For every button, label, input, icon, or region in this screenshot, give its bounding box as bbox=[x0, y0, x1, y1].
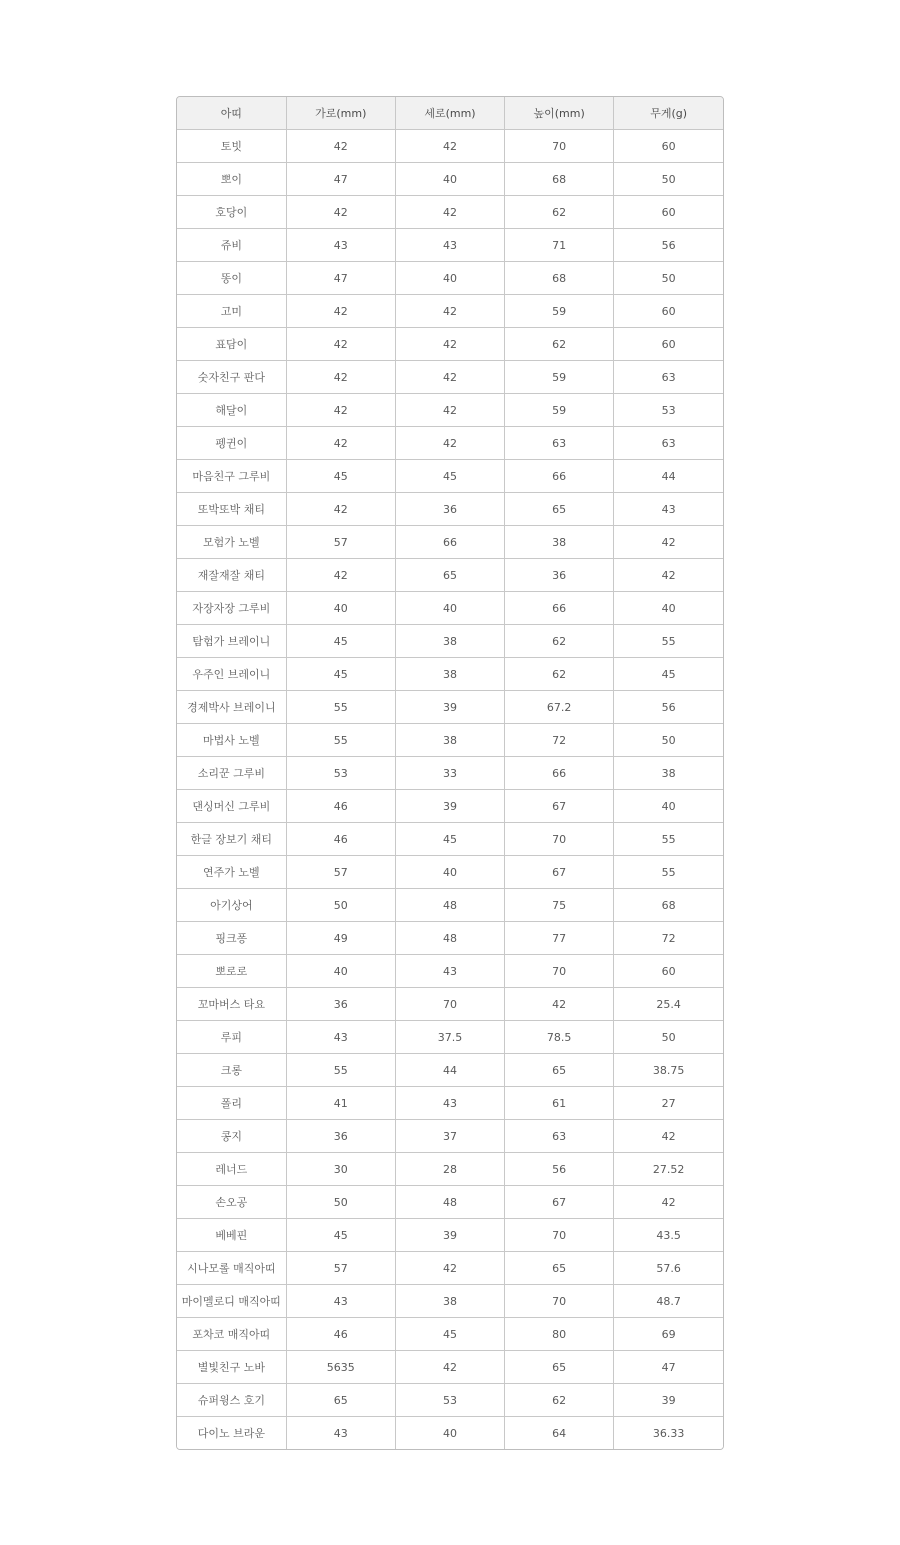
cell-weight: 40 bbox=[614, 592, 723, 625]
cell-weight: 47 bbox=[614, 1351, 723, 1384]
cell-name: 한글 장보기 채티 bbox=[177, 823, 286, 856]
table-row bbox=[177, 757, 723, 790]
cell-height: 66 bbox=[505, 757, 614, 790]
cell-width: 42 bbox=[286, 394, 395, 427]
cell-depth: 28 bbox=[395, 1153, 504, 1186]
cell-weight: 56 bbox=[614, 691, 723, 724]
cell-width: 41 bbox=[286, 1087, 395, 1120]
cell-name: 루피 bbox=[177, 1021, 286, 1054]
cell-height: 65 bbox=[505, 493, 614, 526]
cell-weight: 39 bbox=[614, 1384, 723, 1417]
cell-depth: 40 bbox=[395, 163, 504, 196]
cell-name: 호당이 bbox=[177, 196, 286, 229]
cell-depth: 42 bbox=[395, 1252, 504, 1285]
cell-width: 45 bbox=[286, 1219, 395, 1252]
cell-height: 67 bbox=[505, 856, 614, 889]
cell-height: 67 bbox=[505, 1186, 614, 1219]
cell-weight: 63 bbox=[614, 427, 723, 460]
cell-width: 57 bbox=[286, 856, 395, 889]
cell-depth: 43 bbox=[395, 229, 504, 262]
cell-depth: 39 bbox=[395, 790, 504, 823]
table-row bbox=[177, 988, 723, 1021]
cell-depth: 38 bbox=[395, 1285, 504, 1318]
cell-weight: 36.33 bbox=[614, 1417, 723, 1450]
table-row bbox=[177, 724, 723, 757]
cell-depth: 42 bbox=[395, 1351, 504, 1384]
cell-width: 46 bbox=[286, 1318, 395, 1351]
table-row bbox=[177, 1186, 723, 1219]
cell-width: 45 bbox=[286, 460, 395, 493]
cell-depth: 65 bbox=[395, 559, 504, 592]
cell-name: 고미 bbox=[177, 295, 286, 328]
table-row bbox=[177, 427, 723, 460]
table-row bbox=[177, 1087, 723, 1120]
cell-name: 크롱 bbox=[177, 1054, 286, 1087]
cell-weight: 48.7 bbox=[614, 1285, 723, 1318]
cell-depth: 45 bbox=[395, 460, 504, 493]
cell-width: 42 bbox=[286, 427, 395, 460]
cell-height: 59 bbox=[505, 394, 614, 427]
cell-weight: 53 bbox=[614, 394, 723, 427]
cell-width: 46 bbox=[286, 823, 395, 856]
cell-name: 연주가 노벨 bbox=[177, 856, 286, 889]
column-header-width: 가로(mm) bbox=[286, 97, 395, 130]
cell-weight: 44 bbox=[614, 460, 723, 493]
cell-width: 36 bbox=[286, 1120, 395, 1153]
column-header-weight: 무게(g) bbox=[614, 97, 723, 130]
cell-height: 36 bbox=[505, 559, 614, 592]
cell-height: 42 bbox=[505, 988, 614, 1021]
cell-height: 61 bbox=[505, 1087, 614, 1120]
cell-depth: 42 bbox=[395, 130, 504, 163]
table-row bbox=[177, 889, 723, 922]
cell-depth: 42 bbox=[395, 394, 504, 427]
cell-height: 38 bbox=[505, 526, 614, 559]
cell-name: 우주인 브레이니 bbox=[177, 658, 286, 691]
cell-weight: 68 bbox=[614, 889, 723, 922]
cell-weight: 27.52 bbox=[614, 1153, 723, 1186]
cell-height: 68 bbox=[505, 163, 614, 196]
column-header-name: 아띠 bbox=[177, 97, 286, 130]
cell-depth: 70 bbox=[395, 988, 504, 1021]
cell-depth: 37.5 bbox=[395, 1021, 504, 1054]
table-header bbox=[177, 97, 723, 130]
cell-weight: 40 bbox=[614, 790, 723, 823]
cell-name: 재잘재잘 채티 bbox=[177, 559, 286, 592]
spec-table-container bbox=[176, 96, 724, 1450]
cell-name: 별빛친구 노바 bbox=[177, 1351, 286, 1384]
cell-height: 70 bbox=[505, 955, 614, 988]
cell-width: 42 bbox=[286, 130, 395, 163]
cell-height: 78.5 bbox=[505, 1021, 614, 1054]
cell-depth: 42 bbox=[395, 427, 504, 460]
cell-depth: 45 bbox=[395, 823, 504, 856]
table-row bbox=[177, 1252, 723, 1285]
cell-width: 43 bbox=[286, 1285, 395, 1318]
cell-name: 꼬마버스 타요 bbox=[177, 988, 286, 1021]
cell-weight: 60 bbox=[614, 955, 723, 988]
cell-weight: 56 bbox=[614, 229, 723, 262]
cell-depth: 39 bbox=[395, 1219, 504, 1252]
cell-height: 62 bbox=[505, 1384, 614, 1417]
table-row bbox=[177, 394, 723, 427]
table-row bbox=[177, 1153, 723, 1186]
table-row bbox=[177, 1384, 723, 1417]
cell-weight: 42 bbox=[614, 526, 723, 559]
table-row bbox=[177, 1120, 723, 1153]
cell-height: 75 bbox=[505, 889, 614, 922]
cell-depth: 37 bbox=[395, 1120, 504, 1153]
cell-weight: 25.4 bbox=[614, 988, 723, 1021]
cell-name: 마이멜로디 매직아띠 bbox=[177, 1285, 286, 1318]
table-row bbox=[177, 262, 723, 295]
cell-width: 43 bbox=[286, 1417, 395, 1450]
cell-height: 65 bbox=[505, 1252, 614, 1285]
cell-height: 68 bbox=[505, 262, 614, 295]
cell-height: 64 bbox=[505, 1417, 614, 1450]
table-row bbox=[177, 295, 723, 328]
cell-name: 마법사 노벨 bbox=[177, 724, 286, 757]
cell-depth: 40 bbox=[395, 1417, 504, 1450]
cell-depth: 48 bbox=[395, 889, 504, 922]
cell-width: 50 bbox=[286, 889, 395, 922]
cell-name: 폴리 bbox=[177, 1087, 286, 1120]
cell-height: 67.2 bbox=[505, 691, 614, 724]
column-header-depth: 세로(mm) bbox=[395, 97, 504, 130]
cell-height: 56 bbox=[505, 1153, 614, 1186]
cell-height: 65 bbox=[505, 1054, 614, 1087]
cell-width: 42 bbox=[286, 328, 395, 361]
cell-width: 40 bbox=[286, 955, 395, 988]
cell-width: 45 bbox=[286, 625, 395, 658]
cell-depth: 38 bbox=[395, 724, 504, 757]
cell-height: 62 bbox=[505, 196, 614, 229]
table-row bbox=[177, 559, 723, 592]
cell-width: 50 bbox=[286, 1186, 395, 1219]
cell-depth: 39 bbox=[395, 691, 504, 724]
cell-depth: 36 bbox=[395, 493, 504, 526]
table-row bbox=[177, 1054, 723, 1087]
cell-height: 70 bbox=[505, 130, 614, 163]
cell-width: 46 bbox=[286, 790, 395, 823]
column-header-height: 높이(mm) bbox=[505, 97, 614, 130]
cell-width: 55 bbox=[286, 1054, 395, 1087]
cell-weight: 45 bbox=[614, 658, 723, 691]
cell-name: 해달이 bbox=[177, 394, 286, 427]
cell-weight: 63 bbox=[614, 361, 723, 394]
cell-weight: 50 bbox=[614, 724, 723, 757]
cell-width: 45 bbox=[286, 658, 395, 691]
table-row bbox=[177, 823, 723, 856]
cell-width: 42 bbox=[286, 361, 395, 394]
cell-weight: 55 bbox=[614, 625, 723, 658]
table-row bbox=[177, 790, 723, 823]
cell-weight: 38 bbox=[614, 757, 723, 790]
cell-width: 42 bbox=[286, 493, 395, 526]
cell-depth: 53 bbox=[395, 1384, 504, 1417]
cell-width: 42 bbox=[286, 559, 395, 592]
table-body bbox=[177, 130, 723, 1450]
cell-height: 66 bbox=[505, 592, 614, 625]
cell-name: 레너드 bbox=[177, 1153, 286, 1186]
cell-depth: 38 bbox=[395, 625, 504, 658]
table-row bbox=[177, 592, 723, 625]
cell-weight: 55 bbox=[614, 856, 723, 889]
table-row bbox=[177, 328, 723, 361]
cell-name: 시나모롤 매직아띠 bbox=[177, 1252, 286, 1285]
cell-depth: 42 bbox=[395, 328, 504, 361]
table-row bbox=[177, 361, 723, 394]
cell-name: 손오공 bbox=[177, 1186, 286, 1219]
cell-height: 71 bbox=[505, 229, 614, 262]
cell-weight: 55 bbox=[614, 823, 723, 856]
cell-height: 62 bbox=[505, 328, 614, 361]
cell-name: 모험가 노벨 bbox=[177, 526, 286, 559]
cell-name: 펭귄이 bbox=[177, 427, 286, 460]
cell-depth: 66 bbox=[395, 526, 504, 559]
cell-width: 49 bbox=[286, 922, 395, 955]
cell-depth: 45 bbox=[395, 1318, 504, 1351]
cell-name: 다이노 브라운 bbox=[177, 1417, 286, 1450]
cell-width: 55 bbox=[286, 724, 395, 757]
table-row bbox=[177, 1285, 723, 1318]
cell-depth: 43 bbox=[395, 1087, 504, 1120]
table-row bbox=[177, 526, 723, 559]
cell-depth: 42 bbox=[395, 196, 504, 229]
cell-depth: 33 bbox=[395, 757, 504, 790]
cell-name: 자장자장 그루비 bbox=[177, 592, 286, 625]
table-row bbox=[177, 691, 723, 724]
table-row bbox=[177, 493, 723, 526]
cell-depth: 44 bbox=[395, 1054, 504, 1087]
cell-height: 59 bbox=[505, 295, 614, 328]
cell-weight: 50 bbox=[614, 262, 723, 295]
cell-name: 숫자친구 판다 bbox=[177, 361, 286, 394]
cell-height: 70 bbox=[505, 1219, 614, 1252]
table-row bbox=[177, 625, 723, 658]
cell-name: 슈퍼윙스 호기 bbox=[177, 1384, 286, 1417]
cell-width: 42 bbox=[286, 196, 395, 229]
cell-name: 토빗 bbox=[177, 130, 286, 163]
cell-weight: 69 bbox=[614, 1318, 723, 1351]
table-row bbox=[177, 922, 723, 955]
cell-depth: 40 bbox=[395, 856, 504, 889]
cell-weight: 57.6 bbox=[614, 1252, 723, 1285]
cell-depth: 48 bbox=[395, 1186, 504, 1219]
cell-width: 36 bbox=[286, 988, 395, 1021]
cell-height: 77 bbox=[505, 922, 614, 955]
cell-depth: 40 bbox=[395, 592, 504, 625]
cell-name: 포차코 매직아띠 bbox=[177, 1318, 286, 1351]
table-row bbox=[177, 163, 723, 196]
cell-width: 47 bbox=[286, 262, 395, 295]
cell-weight: 42 bbox=[614, 1186, 723, 1219]
cell-height: 72 bbox=[505, 724, 614, 757]
table-row bbox=[177, 1351, 723, 1384]
cell-height: 70 bbox=[505, 823, 614, 856]
cell-name: 뽀로로 bbox=[177, 955, 286, 988]
table-row bbox=[177, 229, 723, 262]
table-row bbox=[177, 955, 723, 988]
table-row bbox=[177, 1219, 723, 1252]
spec-table bbox=[177, 97, 723, 1449]
cell-width: 55 bbox=[286, 691, 395, 724]
cell-name: 댄싱머신 그루비 bbox=[177, 790, 286, 823]
cell-height: 70 bbox=[505, 1285, 614, 1318]
cell-width: 5635 bbox=[286, 1351, 395, 1384]
cell-name: 똥이 bbox=[177, 262, 286, 295]
cell-weight: 60 bbox=[614, 295, 723, 328]
cell-height: 63 bbox=[505, 1120, 614, 1153]
cell-name: 표담이 bbox=[177, 328, 286, 361]
table-row bbox=[177, 460, 723, 493]
cell-width: 40 bbox=[286, 592, 395, 625]
cell-height: 62 bbox=[505, 658, 614, 691]
cell-name: 탐험가 브레이니 bbox=[177, 625, 286, 658]
cell-height: 62 bbox=[505, 625, 614, 658]
cell-width: 43 bbox=[286, 229, 395, 262]
table-row bbox=[177, 1417, 723, 1450]
cell-name: 경제박사 브레이니 bbox=[177, 691, 286, 724]
cell-height: 63 bbox=[505, 427, 614, 460]
cell-weight: 50 bbox=[614, 163, 723, 196]
cell-name: 베베핀 bbox=[177, 1219, 286, 1252]
cell-depth: 48 bbox=[395, 922, 504, 955]
cell-weight: 42 bbox=[614, 559, 723, 592]
table-row bbox=[177, 856, 723, 889]
cell-width: 57 bbox=[286, 526, 395, 559]
cell-weight: 27 bbox=[614, 1087, 723, 1120]
header-row bbox=[177, 97, 723, 130]
cell-name: 핑크퐁 bbox=[177, 922, 286, 955]
cell-weight: 50 bbox=[614, 1021, 723, 1054]
cell-name: 콩지 bbox=[177, 1120, 286, 1153]
cell-weight: 43 bbox=[614, 493, 723, 526]
cell-weight: 60 bbox=[614, 328, 723, 361]
table-row bbox=[177, 1021, 723, 1054]
cell-height: 80 bbox=[505, 1318, 614, 1351]
cell-width: 43 bbox=[286, 1021, 395, 1054]
cell-weight: 60 bbox=[614, 130, 723, 163]
cell-width: 65 bbox=[286, 1384, 395, 1417]
cell-depth: 43 bbox=[395, 955, 504, 988]
cell-depth: 42 bbox=[395, 295, 504, 328]
cell-name: 또박또박 채티 bbox=[177, 493, 286, 526]
cell-name: 뽀이 bbox=[177, 163, 286, 196]
cell-name: 쥬비 bbox=[177, 229, 286, 262]
cell-depth: 40 bbox=[395, 262, 504, 295]
cell-name: 아기상어 bbox=[177, 889, 286, 922]
cell-depth: 42 bbox=[395, 361, 504, 394]
cell-height: 65 bbox=[505, 1351, 614, 1384]
cell-weight: 43.5 bbox=[614, 1219, 723, 1252]
cell-name: 소리꾼 그루비 bbox=[177, 757, 286, 790]
cell-height: 66 bbox=[505, 460, 614, 493]
cell-height: 59 bbox=[505, 361, 614, 394]
cell-width: 57 bbox=[286, 1252, 395, 1285]
cell-width: 53 bbox=[286, 757, 395, 790]
table-row bbox=[177, 658, 723, 691]
cell-depth: 38 bbox=[395, 658, 504, 691]
cell-height: 67 bbox=[505, 790, 614, 823]
table-row bbox=[177, 1318, 723, 1351]
cell-width: 30 bbox=[286, 1153, 395, 1186]
table-row bbox=[177, 196, 723, 229]
cell-width: 42 bbox=[286, 295, 395, 328]
table-row bbox=[177, 130, 723, 163]
cell-weight: 38.75 bbox=[614, 1054, 723, 1087]
cell-weight: 72 bbox=[614, 922, 723, 955]
cell-weight: 42 bbox=[614, 1120, 723, 1153]
cell-width: 47 bbox=[286, 163, 395, 196]
cell-weight: 60 bbox=[614, 196, 723, 229]
cell-name: 마음친구 그루비 bbox=[177, 460, 286, 493]
